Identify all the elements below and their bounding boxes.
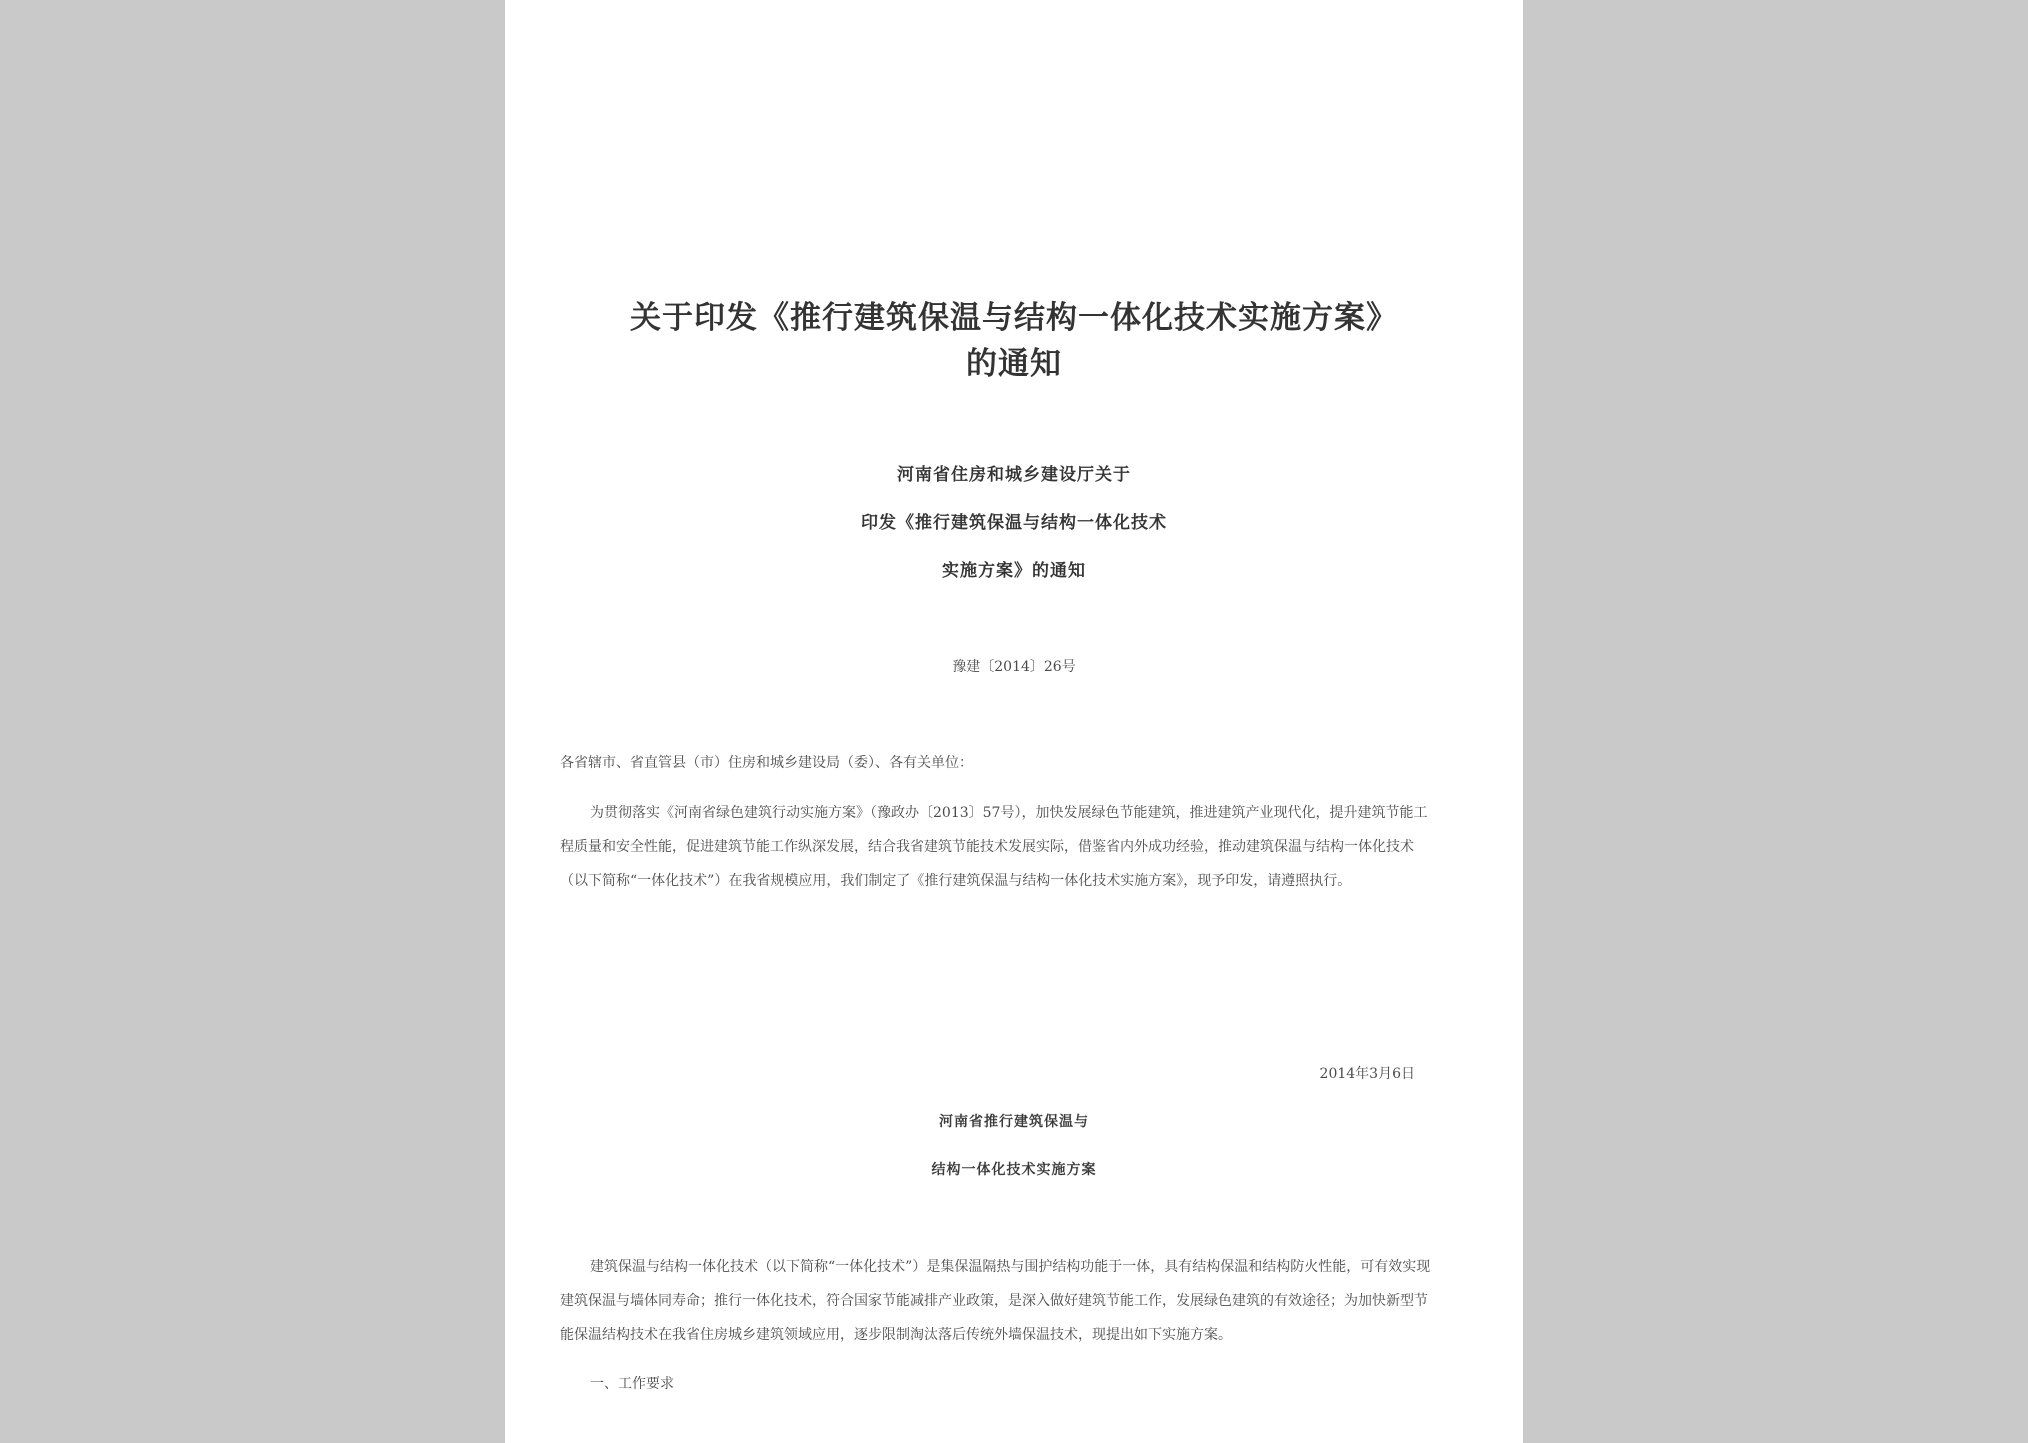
- addressee: 各省辖市、省直管县（市）住房和城乡建设局（委）、各有关单位：: [560, 755, 973, 771]
- document-page: [505, 0, 1523, 1443]
- issue-date: 2014年3月6日: [1319, 1066, 1415, 1082]
- paragraph-2-line-3: 能保温结构技术在我省住房城乡建筑领域应用，逐步限制淘汰落后传统外墙保温技术，现提出如下实施方案。: [560, 1327, 1232, 1343]
- plan-title-line-1: 河南省推行建筑保温与: [939, 1114, 1089, 1130]
- paragraph-1-line-3: （以下简称“一体化技术”）在我省规模应用，我们制定了《推行建筑保温与结构一体化技术实施方案》，现予印发，请遵照执行。: [560, 873, 1352, 889]
- paragraph-1-line-1: 为贯彻落实《河南省绿色建筑行动实施方案》（豫政办〔2013〕57号），加快发展绿色节能建筑，推进建筑产业现代化，提升建筑节能工: [590, 805, 1428, 821]
- paragraph-2-line-2: 建筑保温与墙体同寿命；推行一体化技术，符合国家节能减排产业政策，是深入做好建筑节能工作，发展绿色建筑的有效途径；为加快新型节: [560, 1293, 1428, 1309]
- section-1-heading: 一、工作要求: [590, 1376, 674, 1392]
- paragraph-2-line-1: 建筑保温与结构一体化技术（以下简称“一体化技术”）是集保温隔热与围护结构功能于一体，具有结构保温和结构防火性能，可有效实现: [590, 1259, 1431, 1275]
- main-title-line-2: 的通知: [966, 346, 1062, 382]
- plan-title-line-2: 结构一体化技术实施方案: [931, 1162, 1097, 1178]
- notice-header-line-3: 实施方案》的通知: [942, 561, 1086, 581]
- notice-header-line-1: 河南省住房和城乡建设厅关于: [897, 465, 1131, 485]
- paragraph-1-line-2: 程质量和安全性能，促进建筑节能工作纵深发展，结合我省建筑节能技术发展实际，借鉴省内外成功经验，推动建筑保温与结构一体化技术: [560, 839, 1414, 855]
- document-number: 豫建〔2014〕26号: [952, 659, 1076, 675]
- main-title-line-1: 关于印发《推行建筑保温与结构一体化技术实施方案》: [630, 300, 1398, 336]
- notice-header-line-2: 印发《推行建筑保温与结构一体化技术: [861, 513, 1167, 533]
